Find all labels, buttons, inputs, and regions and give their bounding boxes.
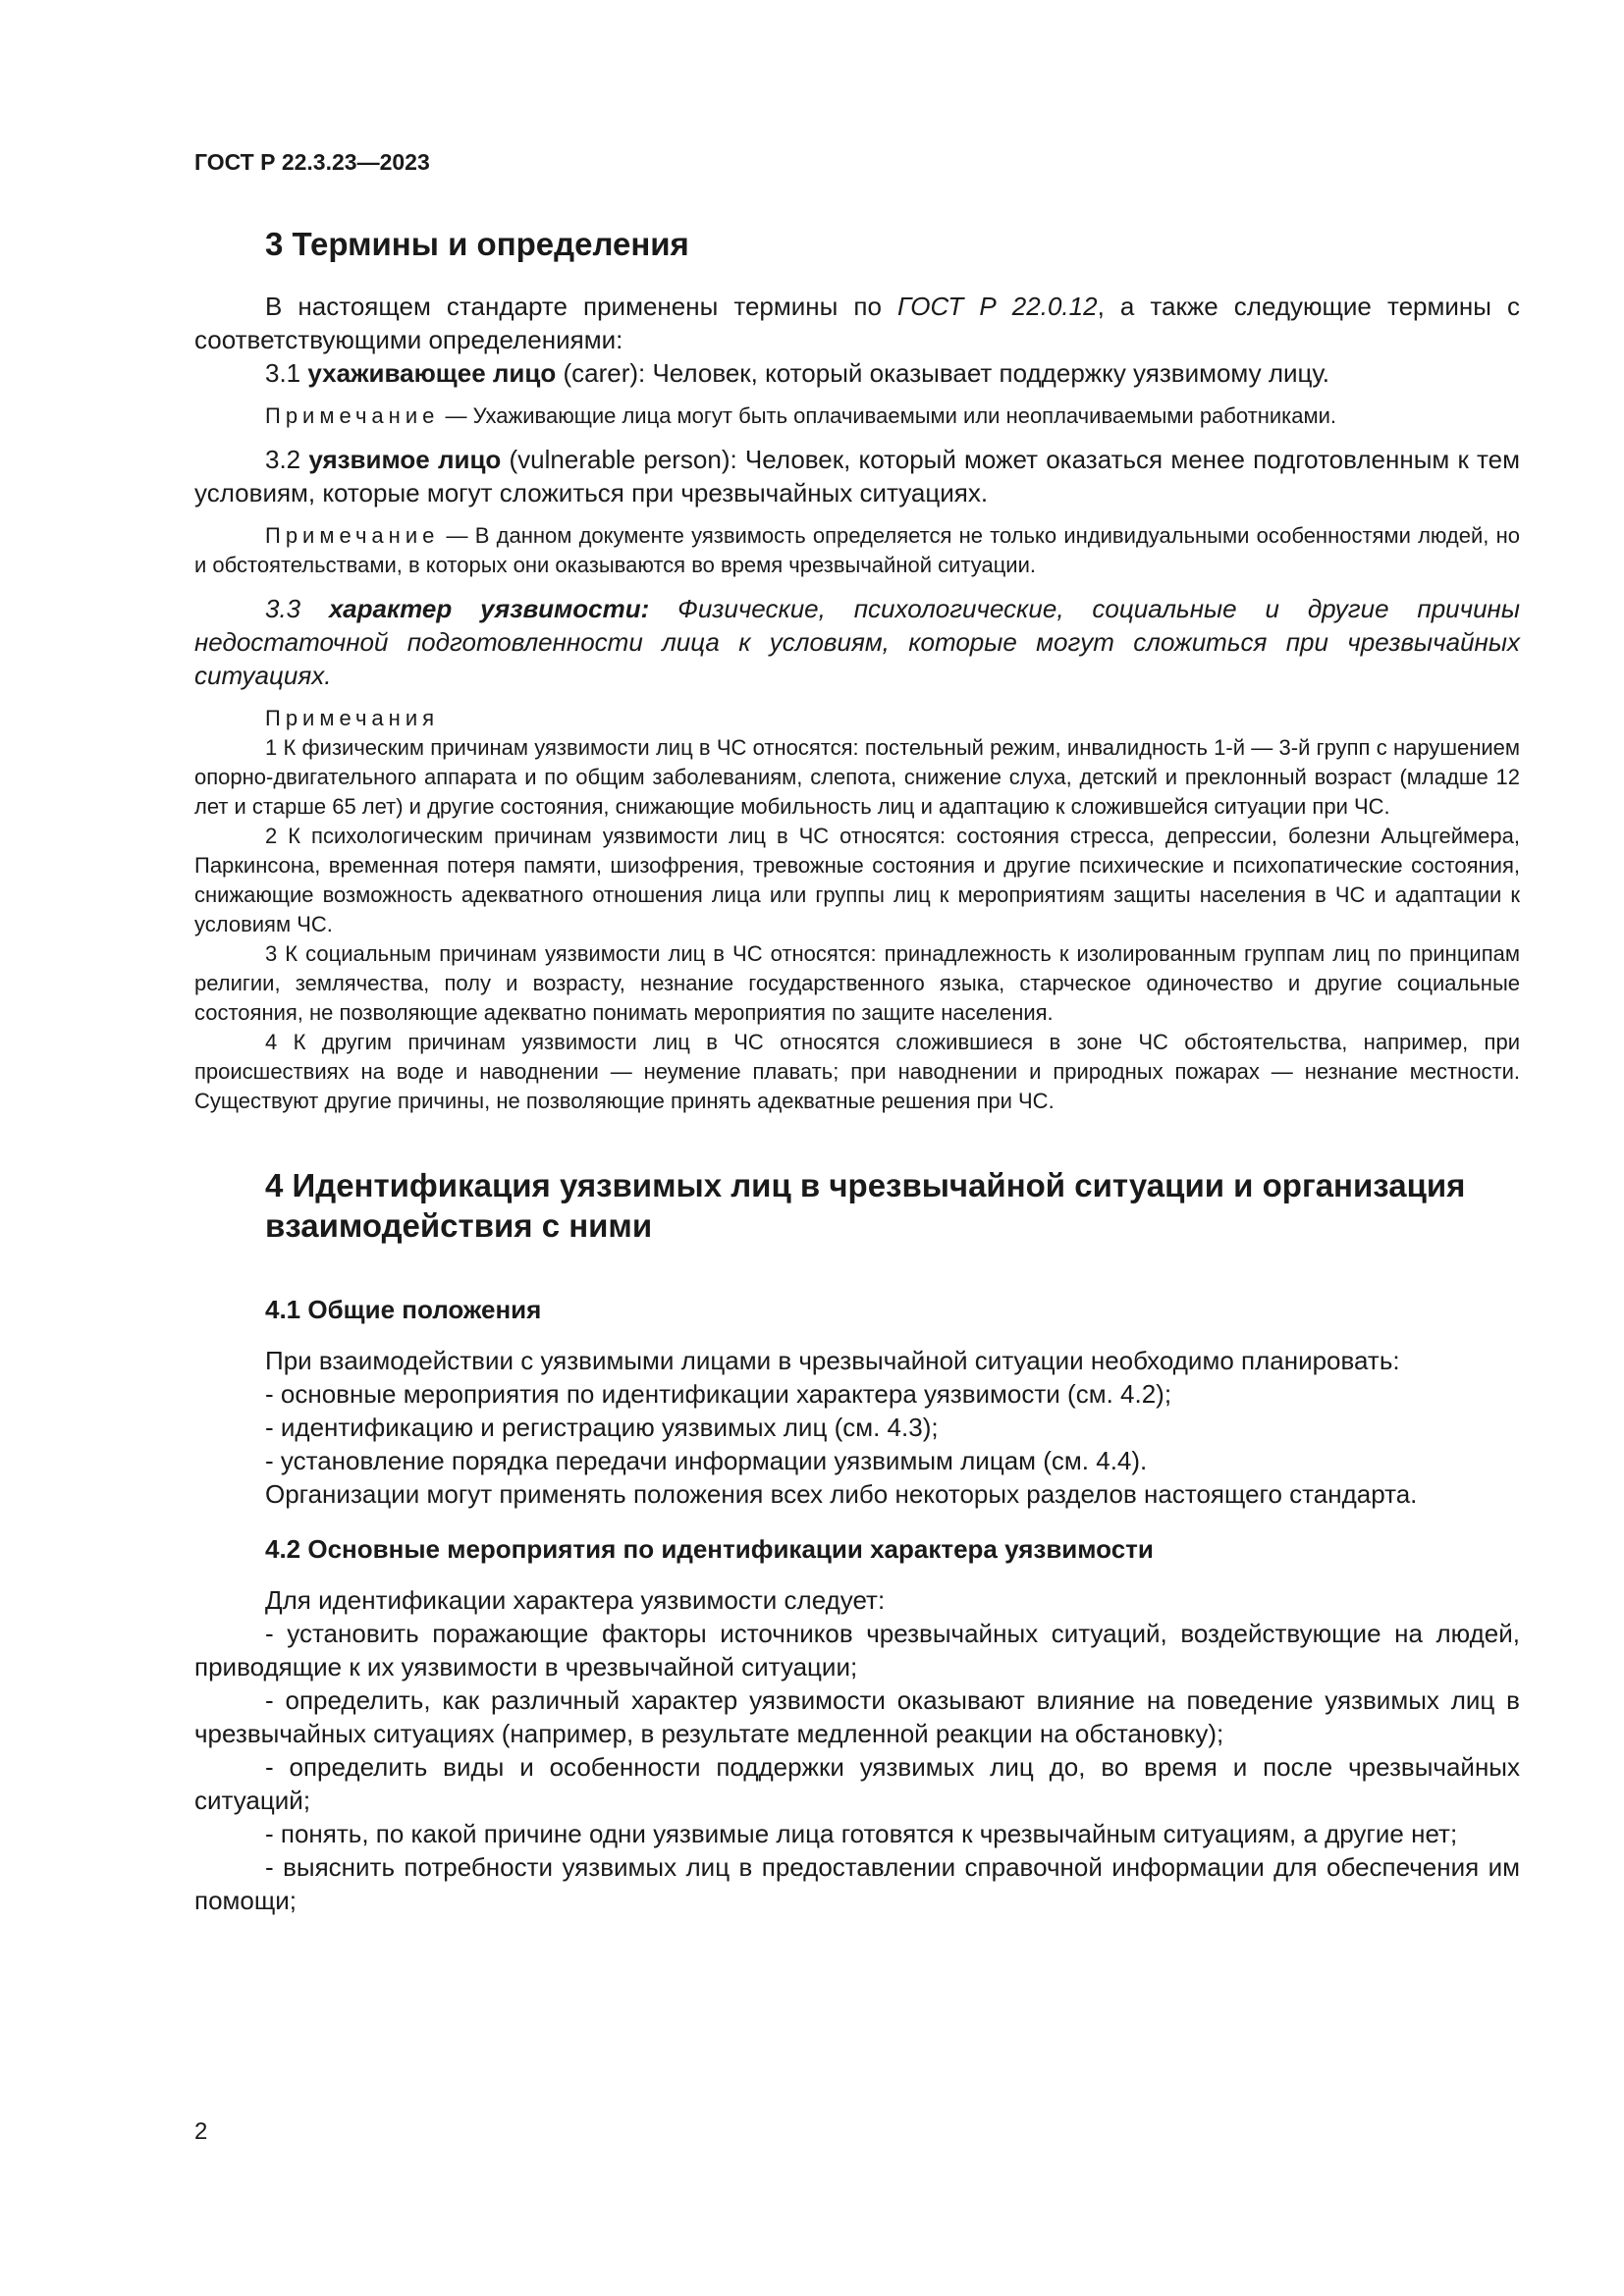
standard-reference: ГОСТ Р 22.0.12	[897, 292, 1098, 321]
term-name: уязвимое лицо	[308, 445, 502, 474]
term-3-2-note	[194, 521, 1520, 580]
note-item: 3 К социальным причинам уязвимости лиц в ЧС относятся: принадлежность к изолированным группам лиц по принципам религии, землячества, полу и возрасту, незнание государственного языка, старческое одиночество и другие социальные состояния, не позволяющие адекватно понимать мероприятия по защите населения.	[194, 941, 1520, 1025]
list-item: - выяснить потребности уязвимых лиц в предоставлении справочной информации для обеспечения им помощи;	[194, 1852, 1520, 1915]
term-number: 3.3	[265, 594, 330, 623]
intro-text: В настоящем стандарте применены термины по	[265, 292, 898, 321]
list-item: - установление порядка передачи информации уязвимым лицам (см. 4.4).	[265, 1446, 1148, 1475]
subsection-4-1-title: 4.1 Общие положения	[265, 1295, 542, 1324]
paragraph-line: Для идентификации характера уязвимости следует:	[265, 1585, 886, 1615]
subsection-4-2-title: 4.2 Основные мероприятия по идентификации характера уязвимости	[265, 1534, 1154, 1564]
paragraph-line: Организации могут применять положения всех либо некоторых разделов настоящего стандарта.	[265, 1479, 1418, 1509]
term-number: 3.2	[265, 445, 309, 474]
term-name: ухаживающее лицо	[307, 358, 557, 388]
section-3-title: 3 Термины и определения	[265, 226, 689, 262]
note-text: — В данном документе уязвимость определяется не только индивидуальными особенностями людей, но и обстоятельствами, в которых они оказываются во время чрезвычайной ситуации.	[194, 523, 1520, 577]
note-label: Примечание	[265, 403, 440, 428]
list-item: - понять, по какой причине одни уязвимые лица готовятся к чрезвычайным ситуациям, а другие нет;	[265, 1819, 1458, 1848]
list-item: - основные мероприятия по идентификации характера уязвимости (см. 4.2);	[265, 1379, 1172, 1409]
page-number: 2	[194, 2118, 208, 2145]
list-item: - идентификацию и регистрацию уязвимых лиц (см. 4.3);	[265, 1413, 939, 1442]
term-number: 3.1	[265, 358, 308, 388]
term-3-2	[194, 443, 1520, 509]
term-definition: (carer): Человек, который оказывает поддержку уязвимому лицу.	[556, 358, 1330, 388]
page-content	[194, 224, 1520, 1917]
note-item: 4 К другим причинам уязвимости лиц в ЧС относятся сложившиеся в зоне ЧС обстоятельства, например, при происшествиях на воде и наводнении — неумение плавать; при наводнении и природных пожарах — незнание местности. Существуют другие причины, не позволяющие принять адекватные решения при ЧС.	[194, 1030, 1520, 1113]
list-item: - определить виды и особенности поддержки уязвимых лиц до, во время и после чрезвычайных ситуаций;	[194, 1752, 1520, 1815]
note-item: 2 К психологическим причинам уязвимости лиц в ЧС относятся: состояния стресса, депрессии, болезни Альцгеймера, Паркинсона, временная потеря памяти, шизофрения, тревожные состояния и другие психические и психопатические состояния, снижающие возможность адекватного отношения лица или группы лиц к мероприятиям защиты населения в ЧС и адаптации к условиям ЧС.	[194, 824, 1520, 936]
term-name: характер уязвимости:	[329, 594, 650, 623]
term-definition: Физические, психологические, социальные и другие причины недостаточной подготовленности лица к условиям, которые могут сложиться при чрезвычайных ситуациях.	[194, 594, 1520, 690]
document-header: ГОСТ Р 22.3.23—2023	[194, 149, 430, 175]
notes-label: Примечания	[265, 706, 440, 730]
paragraph-line: При взаимодействии с уязвимыми лицами в чрезвычайной ситуации необходимо планировать:	[265, 1346, 1400, 1375]
note-label: Примечание	[265, 523, 440, 548]
term-3-1-note	[194, 401, 1520, 431]
section-spacer	[194, 1116, 1520, 1165]
term-3-1	[194, 356, 1520, 390]
term-3-3	[194, 592, 1520, 692]
subsection-spacer	[194, 1271, 1520, 1293]
section-3-intro	[194, 290, 1520, 356]
subsection-spacer	[194, 1511, 1520, 1532]
term-definition: (vulnerable person): Человек, который может оказаться менее подготовленным к тем условиям, которые могут сложиться при чрезвычайных ситуациях.	[194, 445, 1520, 507]
list-item: - определить, как различный характер уязвимости оказывают влияние на поведение уязвимых лиц в чрезвычайных ситуациях (например, в результате медленной реакции на обстановку);	[194, 1685, 1520, 1748]
list-item: - установить поражающие факторы источников чрезвычайных ситуаций, воздействующие на людей, приводящие к их уязвимости в чрезвычайной ситуации;	[194, 1619, 1520, 1682]
note-item: 1 К физическим причинам уязвимости лиц в ЧС относятся: постельный режим, инвалидность 1-й — 3-й групп с нарушением опорно-двигательного аппарата и по общим заболеваниям, слепота, снижение слуха, детский и преклонный возраст (младше 12 лет и старше 65 лет) и другие состояния, снижающие мобильность лиц и адаптацию к сложившейся ситуации при ЧС.	[194, 735, 1520, 819]
intro-text-end: , а также следующие термины с соответствующими определениями:	[194, 292, 1521, 354]
note-text: — Ухаживающие лица могут быть оплачиваемыми или неоплачиваемыми работниками.	[439, 403, 1337, 428]
section-4-title: 4 Идентификация уязвимых лиц в чрезвычайной ситуации и организация взаимодействия с ними	[265, 1167, 1466, 1244]
